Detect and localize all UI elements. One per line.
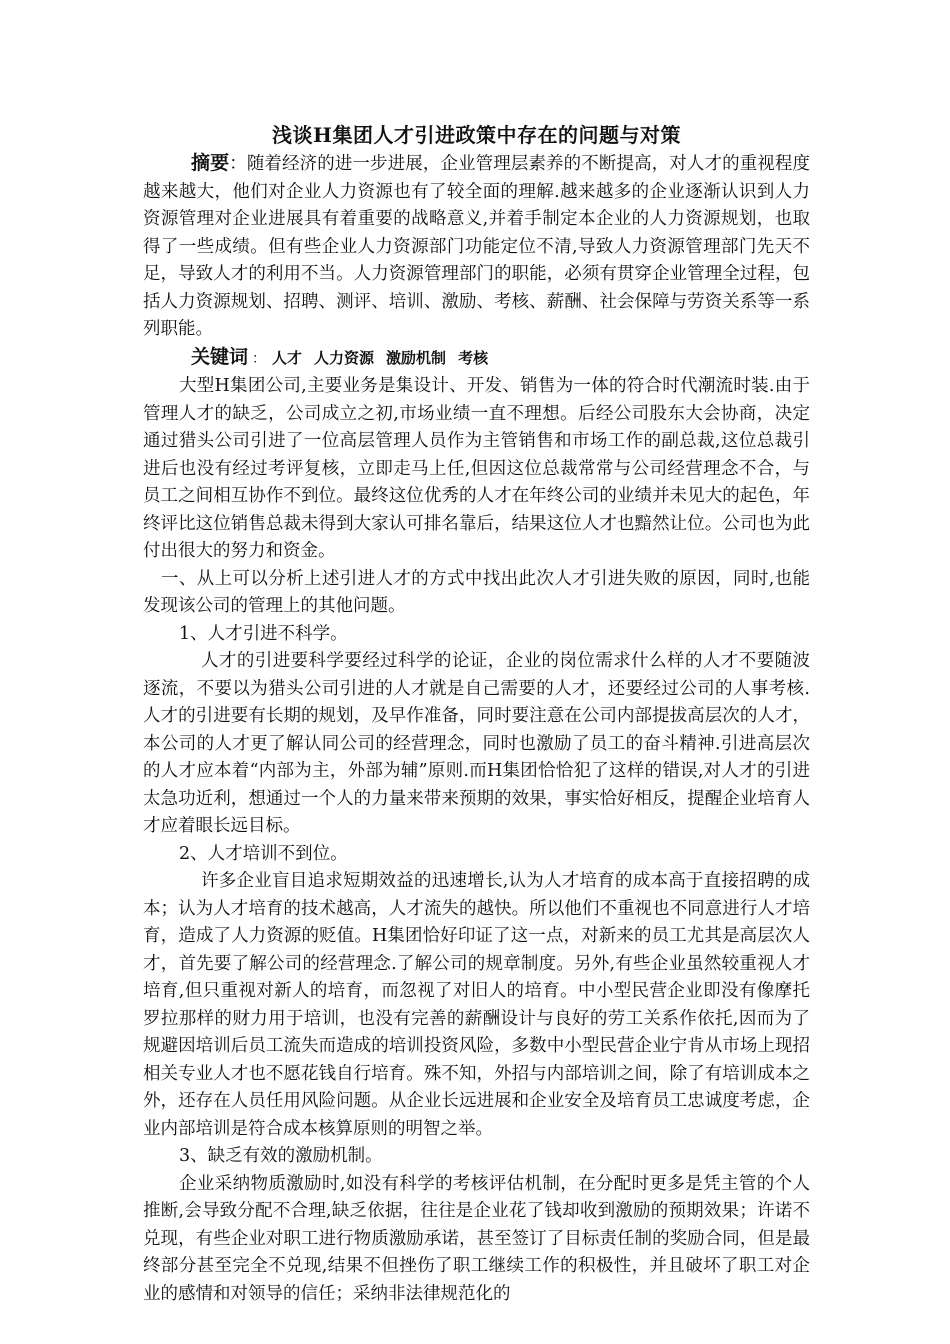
item-2-body: 许多企业盲目追求短期效益的迅速增长,认为人才培育的成本高于直接招聘的成本；认为人才培育的技术越高，人才流失的越快。所以他们不重视也不同意进行人才培育，造成了人力资源的贬值。H集团恰好印证了这一点，对新来的员工尤其是高层次人才，首先要了解公司的经营理念.了解公司的规章制度。另外,有些企业虽然较重视人才培育,但只重视对新人的培育，而忽视了对旧人的培育。中小型民营企业即没有像摩托罗拉那样的财力用于培训，也没有完善的薪酬设计与良好的劳工关系作依托,因而为了规避因培训后员工流失而造成的培训投资风险，多数中小型民营企业宁肯从市场上现招相关专业人才也不愿花钱自行培育。殊不知，外招与内部培训之间，除了有培训成本之外，还存在人员任用风险问题。从企业长远进展和企业安全及培育员工忠诚度考虑，企业内部培训是符合成本核算原则的明智之举。 bbox=[143, 871, 810, 1139]
keywords-colon: ： bbox=[252, 350, 267, 367]
keyword-item: 人力资源 bbox=[314, 348, 375, 367]
item-1-title: 1、人才引进不科学。 bbox=[179, 623, 348, 644]
abstract-paragraph bbox=[143, 150, 810, 344]
keyword-item: 人才 bbox=[272, 348, 303, 367]
section-heading-1: 一、从上可以分析上述引进人才的方式中找出此次人才引进失败的原因，同时,也能发现该公司的管理上的其他问题。 bbox=[143, 568, 810, 616]
keyword-item: 激励机制 bbox=[386, 348, 447, 367]
item-2-title: 2、人才培训不到位。 bbox=[179, 843, 348, 864]
keywords-list bbox=[272, 349, 500, 367]
abstract-text: ：随着经济的进一步进展，企业管理层素养的不断提高，对人才的重视程度越来越大，他们对企业人力资源也有了较全面的理解.越来越多的企业逐渐认识到人力资源管理对企业进展具有着重要的战略意义,并着手制定本企业的人力资源规划，也取得了一些成绩。但有些企业人力资源部门功能定位不清,导致人力资源管理部门先天不足，导致人才的利用不当。人力资源管理部门的职能，必须有贯穿企业管理全过程，包括人力资源规划、招聘、测评、培训、激励、考核、薪酬、社会保障与劳资关系等一系列职能。 bbox=[143, 154, 810, 339]
keywords-line bbox=[143, 344, 810, 374]
keyword-item: 考核 bbox=[458, 348, 489, 367]
item-3-body: 企业采纳物质激励时,如没有科学的考核评估机制，在分配时更多是凭主管的个人推断,会导致分配不合理,缺乏依据，往往是企业花了钱却收到激励的预期效果；许诺不兑现，有些企业对职工进行物质激励承诺，甚至签订了目标责任制的奖励合同，但是最终部分甚至完全不兑现,结果不但挫伤了职工继续工作的积极性，并且破坏了职工对企业的感情和对领导的信任；采纳非法律规范化的 bbox=[143, 1173, 810, 1304]
keywords-label: 关键词 bbox=[191, 345, 249, 368]
intro-paragraph: 大型H集团公司,主要业务是集设计、开发、销售为一体的符合时代潮流时装.由于管理人才的缺乏，公司成立之初,市场业绩一直不理想。后经公司股东大会协商，决定通过猎头公司引进了一位高层管理人员作为主管销售和市场工作的副总裁,这位总裁引进后也没有经过考评复核，立即走马上任,但因这位总裁常常与公司经营理念不合，与员工之间相互协作不到位。最终这位优秀的人才在年终公司的业绩并未见大的起色，年终评比这位销售总裁未得到大家认可排名靠后，结果这位人才也黯然让位。公司也为此付出很大的努力和资金。 bbox=[143, 376, 810, 561]
document-title: 浅谈H集团人才引进政策中存在的问题与对策 bbox=[272, 123, 681, 147]
item-1-body: 人才的引进要科学要经过科学的论证，企业的岗位需求什么样的人才不要随波逐流，不要以为猎头公司引进的人才就是自己需要的人才，还要经过公司的人事考核.人才的引进要有长期的规划，及早作准备，同时要注意在公司内部提拔高层次的人才，本公司的人才更了解认同公司的经营理念，同时也激励了员工的奋斗精神.引进高层次的人才应本着“内部为主，外部为辅”原则.而H集团恰恰犯了这样的错误,对人才的引进太急功近利，想通过一个人的力量来带来预期的效果，事实恰好相反，提醒企业培育人才应着眼长远目标。 bbox=[143, 651, 810, 836]
item-3-title: 3、缺乏有效的激励机制。 bbox=[179, 1146, 383, 1166]
document-body bbox=[143, 120, 810, 1308]
abstract-label: 摘要 bbox=[191, 152, 230, 174]
